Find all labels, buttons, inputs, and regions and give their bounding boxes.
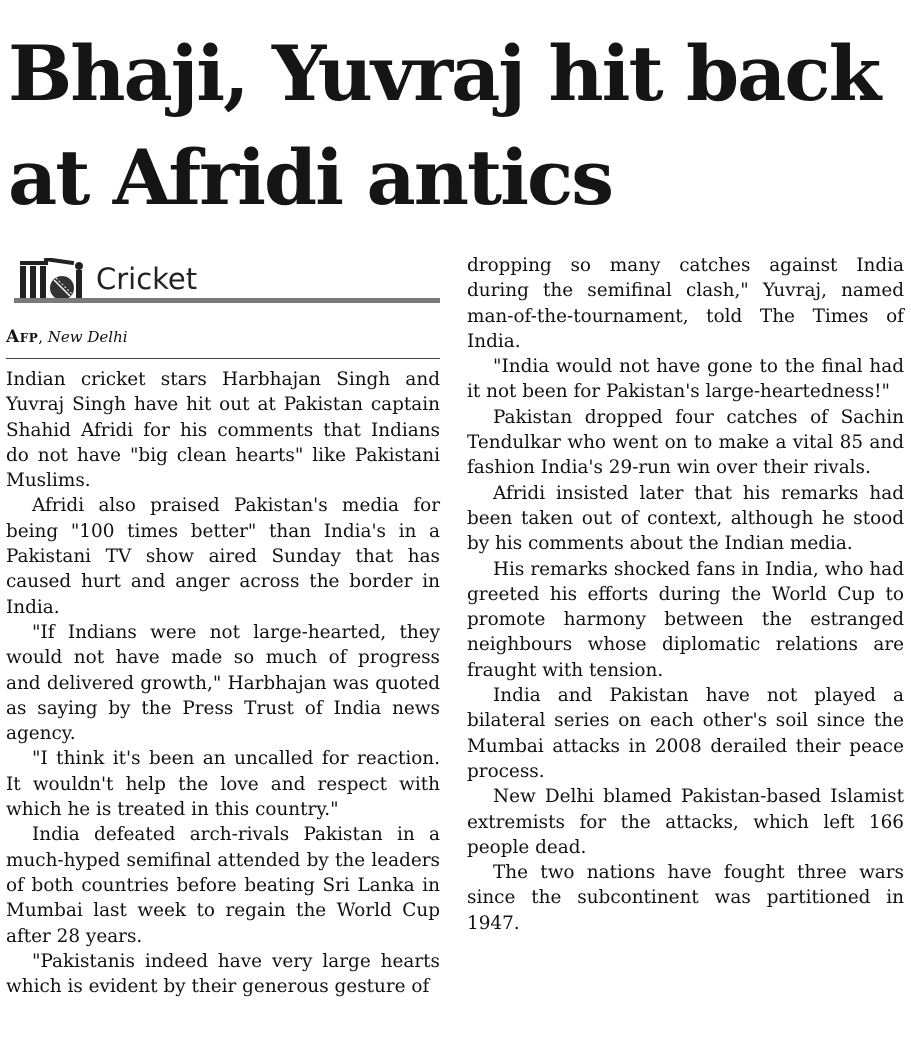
headline-line-1: Bhaji, Yuvraj hit back [8,29,880,118]
byline-agency: Afp [6,327,39,347]
article-paragraph: His remarks shocked fans in India, who had greeted his efforts during the World Cup to promote harmony between the estranged neighbours whose diplomatic relations are fraught with tension. [467,558,904,681]
section-tag [14,256,440,306]
headline-line-2: at Afridi antics [8,133,613,222]
article-paragraph: "If Indians were not large-hearted, they would not have made so much of progress and delivered growth," Harbhajan was quoted as saying by the Press Trust of India news agency. [6,621,440,745]
article-paragraph: New Delhi blamed Pakistan-based Islamist extremists for the attacks, which left 166 people dead. [467,786,904,858]
headline [8,22,908,230]
article-paragraph: Indian cricket stars Harbhajan Singh and Yuvraj Singh have hit out at Pakistan captain Shahid Afridi for his comments that Indians do not have "big clean hearts" like Pakistani Muslims. [6,369,440,492]
byline-comma: , [38,328,48,346]
article-paragraph: "Pakistanis indeed have very large hearts which is evident by their generous gesture of [6,950,440,998]
cricket-stumps-ball-icon [14,258,92,302]
section-divider [14,298,440,303]
article-paragraph: Afridi insisted later that his remarks had been taken out of context, although he stood by his comments about the Indian media. [467,482,904,555]
byline-place: New Delhi [47,328,128,346]
article-paragraph: India and Pakistan have not played a bilateral series on each other's soil since the Mumbai attacks in 2008 derailed their peace process. [467,685,904,782]
article-paragraph: dropping so many catches against India during the semifinal clash," Yuvraj, named man-of-the-tournament, told The Times of India. [467,255,904,352]
article-paragraph: The two nations have fought three wars since the subcontinent was partitioned in 1947. [467,862,904,934]
section-label: Cricket [96,262,198,296]
article-paragraph: "India would not have gone to the final had it not been for Pakistan's large-heartedness!" [467,356,904,403]
byline [6,326,128,348]
article-column-left [6,367,440,999]
byline-divider [6,358,440,359]
article-paragraph: Pakistan dropped four catches of Sachin Tendulkar who went on to make a vital 85 and fashion India's 29-run win over their rivals. [467,406,904,479]
article-paragraph: India defeated arch-rivals Pakistan in a much-hyped semifinal attended by the leaders of both countries before beating Sri Lanka in Mumbai last week to regain the World Cup after 28 years. [6,824,440,947]
article-column-right [467,253,904,936]
article-paragraph: "I think it's been an uncalled for reaction. It wouldn't help the love and respect with which he is treated in this country." [6,748,440,821]
article-paragraph: Afridi also praised Pakistan's media for being "100 times better" than India's in a Pakistani TV show aired Sunday that has caused hurt and anger across the border in India. [6,495,440,618]
